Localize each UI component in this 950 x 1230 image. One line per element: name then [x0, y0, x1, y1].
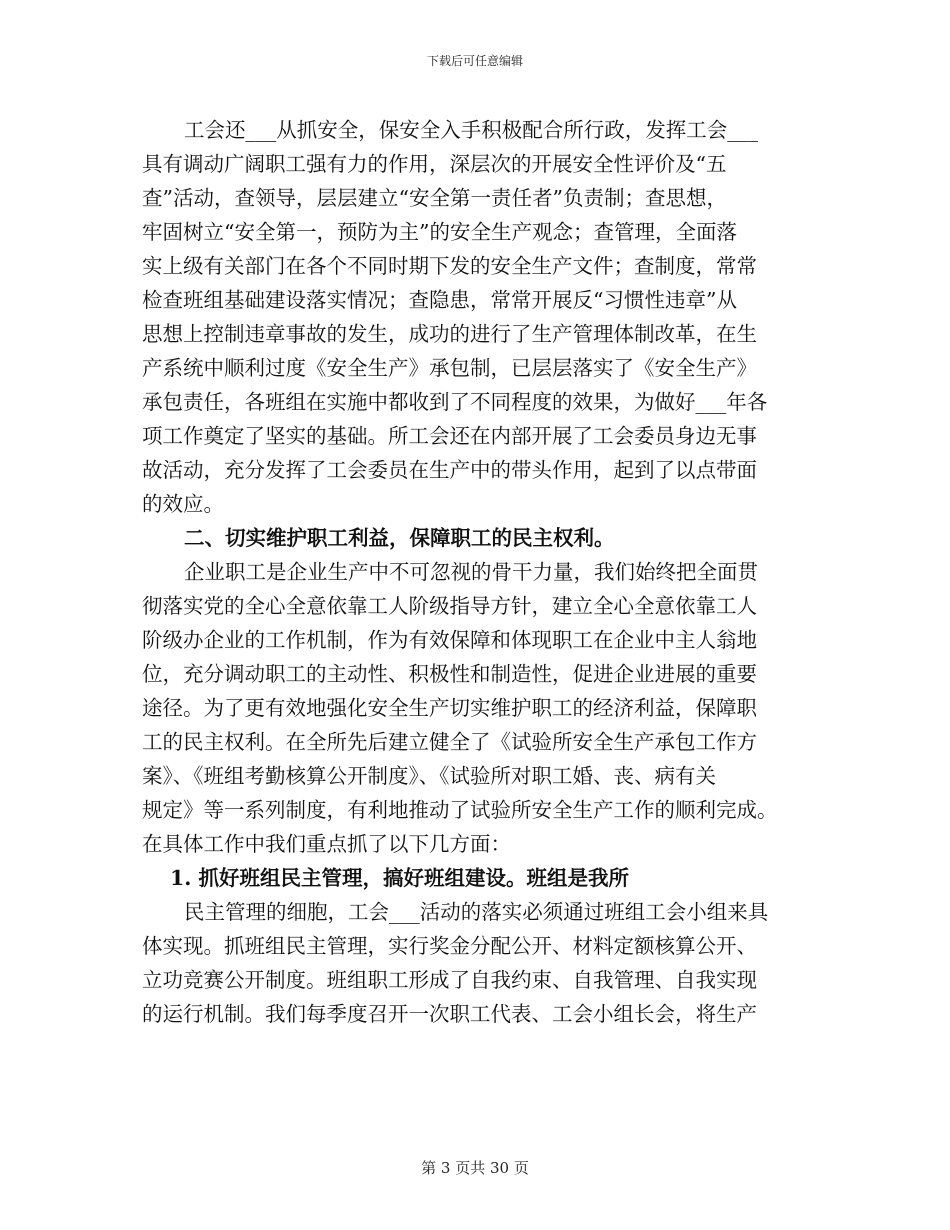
- paragraph-line: 故活动，充分发挥了工会委员在生产中的带头作用，起到了以点带面: [142, 458, 757, 482]
- paragraph-line: 阶级办企业的工作机制，作为有效保障和体现职工在企业中主人翁地: [142, 628, 757, 652]
- paragraph-line: 民主管理的细胞，工会___活动的落实必须通过班组工会小组来具: [184, 900, 769, 924]
- paragraph-line: 检查班组基础建设落实情况；查隐患，常常开展反“习惯性违章”从: [142, 288, 737, 312]
- paragraph-line: 规定》等一系列制度，有利地推动了试验所安全生产工作的顺利完成。: [142, 798, 778, 822]
- paragraph-line: 承包责任，各班组在实施中都收到了不同程度的效果，为做好___年各: [142, 390, 768, 414]
- paragraph-line: 在具体工作中我们重点抓了以下几方面：: [142, 832, 511, 856]
- paragraph-line: 的运行机制。我们每季度召开一次职工代表、工会小组长会，将生产: [142, 1002, 757, 1026]
- paragraph-line: 企业职工是企业生产中不可忽视的骨干力量，我们始终把全面贯: [184, 560, 758, 584]
- paragraph-line: 实上级有关部门在各个不同时期下发的安全生产文件；查制度，常常: [142, 254, 757, 278]
- paragraph-line: 牢固树立“安全第一，预防为主”的安全生产观念；查管理，全面落: [142, 220, 737, 244]
- paragraph-line: 具有调动广阔职工强有力的作用，深层次的开展安全性评价及“五: [142, 152, 727, 176]
- paragraph-line: 途径。为了更有效地强化安全生产切实维护职工的经济利益，保障职: [142, 696, 757, 720]
- paragraph-line: 彻落实党的全心全意依靠工人阶级指导方针，建立全心全意依靠工人: [142, 594, 757, 618]
- section-heading: 二、切实维护职工利益，保障职工的民主权利。: [184, 526, 615, 550]
- paragraph-line: 思想上控制违章事故的发生，成功的进行了生产管理体制改革，在生: [142, 322, 757, 346]
- subsection-heading: 1. 抓好班组民主管理，搞好班组建设。班组是我所: [170, 866, 630, 890]
- page-header: 下载后可任意编辑: [426, 54, 523, 68]
- paragraph-line: 工的民主权利。在全所先后建立健全了《试验所安全生产承包工作方: [142, 730, 757, 754]
- document-body: [142, 113, 810, 1031]
- paragraph-line: 工会还___从抓安全，保安全入手积极配合所行政，发挥工会___: [184, 118, 758, 142]
- paragraph-line: 查”活动，查领导，层层建立“安全第一责任者”负责制；查思想，: [142, 186, 727, 210]
- paragraph-line: 产系统中顺利过度《安全生产》承包制，已层层落实了《安全生产》: [142, 356, 757, 380]
- paragraph-line: 立功竞赛公开制度。班组职工形成了自我约束、自我管理、自我实现: [142, 968, 757, 992]
- paragraph-line: 案》、《班组考勤核算公开制度》、《试验所对职工婚、丧、病有关: [142, 764, 716, 788]
- paragraph-line: 的效应。: [142, 492, 224, 516]
- paragraph-line: 位，充分调动职工的主动性、积极性和制造性，促进企业进展的重要: [142, 662, 757, 686]
- page-footer: 第 3 页共 30 页: [421, 1159, 529, 1177]
- paragraph-line: 项工作奠定了坚实的基础。所工会还在内部开展了工会委员身边无事: [142, 424, 757, 448]
- paragraph-line: 体实现。抓班组民主管理，实行奖金分配公开、材料定额核算公开、: [142, 934, 757, 958]
